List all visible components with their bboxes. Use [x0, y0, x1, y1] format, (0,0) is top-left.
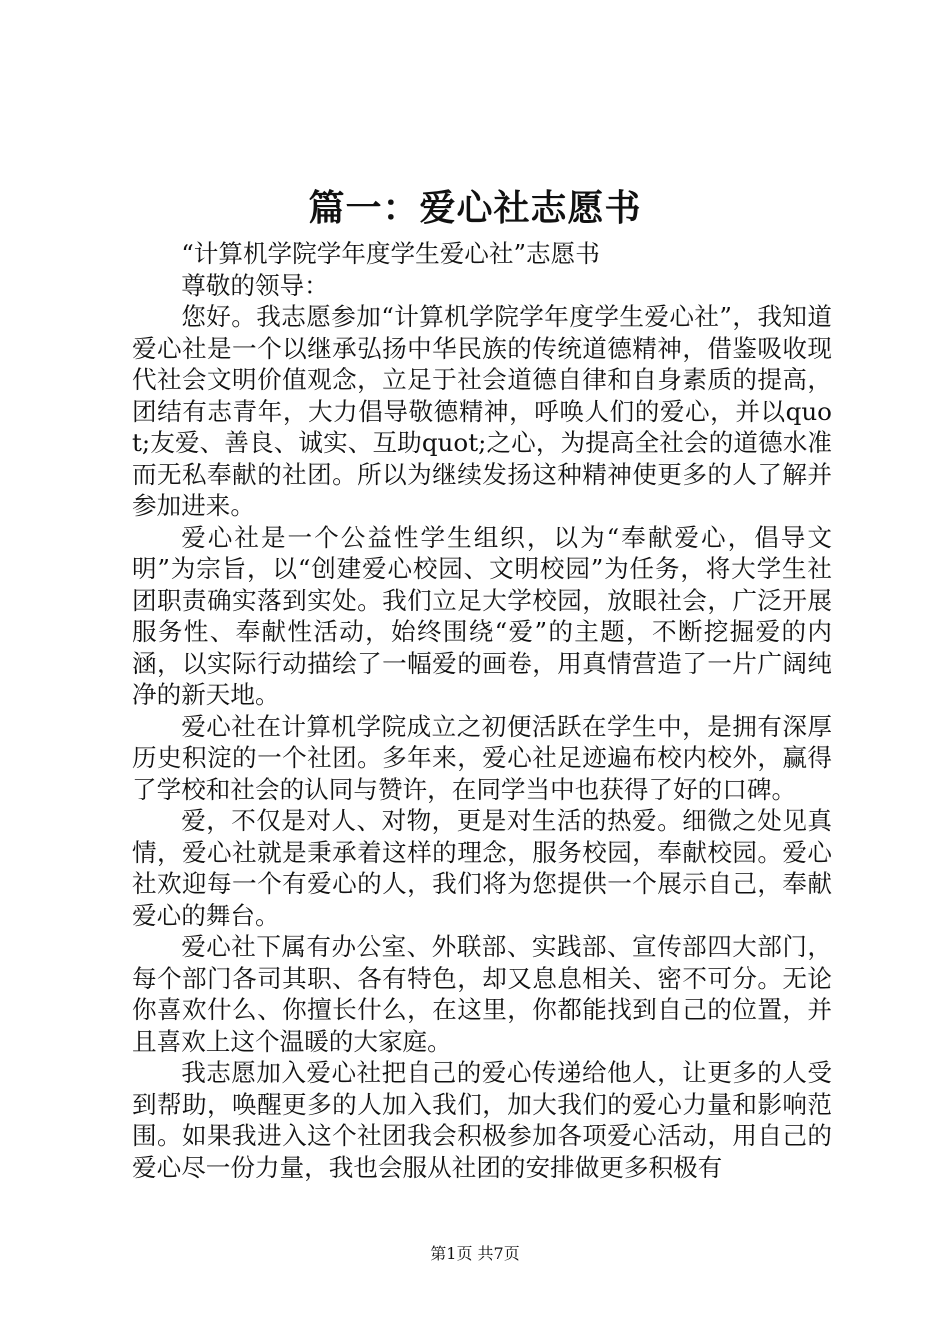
document-title: 篇一：爱心社志愿书 — [308, 187, 642, 229]
salutation-line: 尊敬的领导： — [181, 270, 329, 300]
paragraph: 爱心社在计算机学院成立之初便活跃在学生中，是拥有深厚历史积淀的一个社团。多年来，爱心社足迹遍布校内校外，赢得了学校和社会的认同与赞许，在同学当中也获得了好的口碑。 — [132, 711, 832, 804]
paragraph: 爱心社是一个公益性学生组织，以为“奉献爱心，倡导文明”为宗旨，以“创建爱心校园、文明校园”为任务，将大学生社团职责确实落到实处。我们立足大学校园，放眼社会，广泛开展服务性、奉献性活动，始终围绕“爱”的主题，不断挖掘爱的内涵，以实际行动描绘了一幅爱的画卷，用真情营造了一片广阔纯净的新天地。 — [132, 522, 832, 709]
document-body — [132, 238, 832, 1183]
paragraph: 我志愿加入爱心社把自己的爱心传递给他人，让更多的人受到帮助，唤醒更多的人加入我们，加大我们的爱心力量和影响范围。如果我进入这个社团我会积极参加各项爱心活动，用自己的爱心尽一份力量，我也会服从社团的安排做更多积极有 — [132, 1058, 832, 1182]
paragraph: 爱心社下属有办公室、外联部、实践部、宣传部四大部门，每个部门各司其职、各有特色，却又息息相关、密不可分。无论你喜欢什么、你擅长什么，在这里，你都能找到自己的位置，并且喜欢上这个温暖的大家庭。 — [132, 932, 832, 1056]
paragraph: 爱，不仅是对人、对物，更是对生活的热爱。细微之处见真情，爱心社就是秉承着这样的理念，服务校园，奉献校园。爱心社欢迎每一个有爱心的人，我们将为您提供一个展示自己，奉献爱心的舞台。 — [132, 806, 832, 930]
subtitle-line: “计算机学院学年度学生爱心社”志愿书 — [181, 239, 600, 268]
paragraph: 您好。我志愿参加“计算机学院学年度学生爱心社”，我知道爱心社是一个以继承弘扬中华民族的传统道德精神，借鉴吸收现代社会文明价值观念，立足于社会道德自律和自身素质的提高，团结有志青年，大力倡导敬德精神，呼唤人们的爱心，并以quot;友爱、善良、诚实、互助quot;之心，为提高全社会的道德水准而无私奉献的社团。所以为继续发扬这种精神使更多的人了解并参加进来。 — [132, 302, 832, 520]
page-number-footer: 第1页 共7页 — [430, 1244, 520, 1263]
